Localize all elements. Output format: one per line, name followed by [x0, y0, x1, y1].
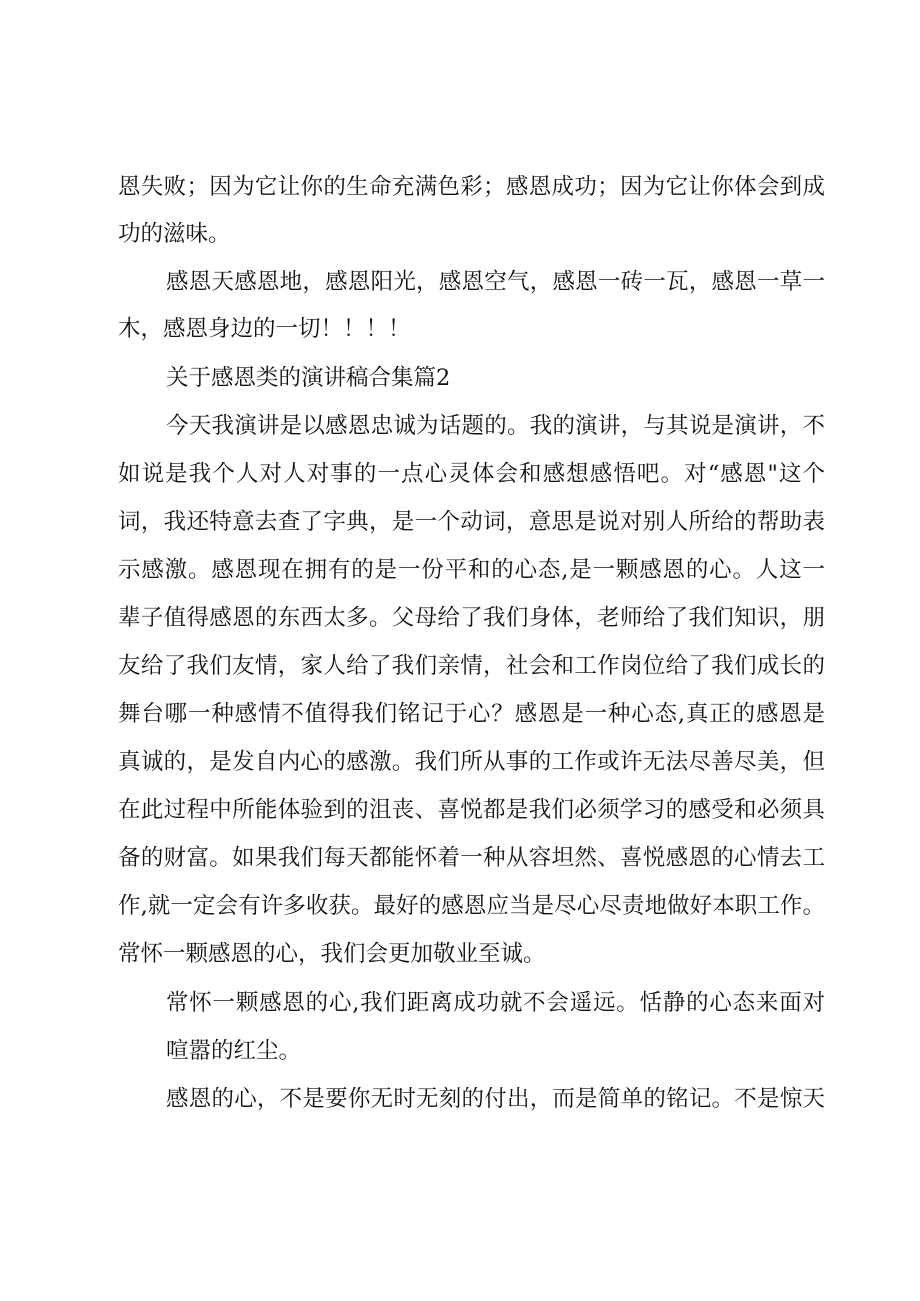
paragraph-1-line-2: 功的滋味。: [118, 221, 231, 247]
paragraph-4-line-1: 常怀一颗感恩的心,我们距离成功就不会遥远。恬静的心态来面对: [166, 990, 825, 1016]
paragraph-3-line-3: 词，我还特意去查了字典，是一个动词，意思是说对别人所给的帮助表: [118, 509, 825, 535]
paragraph-3-line-10: 备的财富。如果我们每天都能怀着一种从容坦然、喜悦感恩的心情去工: [118, 845, 825, 871]
paragraph-3-line-5: 辈子值得感恩的东西太多。父母给了我们身体，老师给了我们知识，朋: [118, 605, 825, 631]
paragraph-3-line-12: 常怀一颗感恩的心，我们会更加敬业至诚。: [118, 941, 546, 967]
section-heading: 关于感恩类的演讲稿合集篇2: [166, 365, 451, 391]
paragraph-3-line-6: 友给了我们友情，家人给了我们亲情，社会和工作岗位给了我们成长的: [118, 653, 825, 679]
paragraph-3-line-4: 示感激。感恩现在拥有的是一份平和的心态,是一颗感恩的心。人这一: [118, 557, 825, 583]
paragraph-1-line-1: 恩失败；因为它让你的生命充满色彩；感恩成功；因为它让你体会到成: [118, 174, 825, 200]
paragraph-4-line-2: 喧嚣的红尘。: [166, 1038, 302, 1064]
paragraph-3-line-1: 今天我演讲是以感恩忠诚为话题的。我的演讲，与其说是演讲，不: [166, 413, 825, 439]
paragraph-5-line-1: 感恩的心，不是要你无时无刻的付出，而是简单的铭记。不是惊天: [166, 1086, 825, 1112]
paragraph-2-line-2: 木，感恩身边的一切！！！！: [118, 316, 411, 342]
paragraph-3-line-11: 作,就一定会有许多收获。最好的感恩应当是尽心尽责地做好本职工作。: [118, 893, 825, 919]
paragraph-3-line-7: 舞台哪一种感情不值得我们铭记于心？感恩是一种心态,真正的感恩是: [118, 701, 825, 727]
paragraph-3-line-9: 在此过程中所能体验到的沮丧、喜悦都是我们必须学习的感受和必须具: [118, 797, 825, 823]
paragraph-3-line-2: 如说是我个人对人对事的一点心灵体会和感想感悟吧。对“感恩"这个: [118, 461, 825, 487]
paragraph-3-line-8: 真诚的，是发自内心的感激。我们所从事的工作或许无法尽善尽美，但: [118, 749, 825, 775]
paragraph-2-line-1: 感恩天感恩地，感恩阳光，感恩空气，感恩一砖一瓦，感恩一草一: [166, 269, 825, 295]
